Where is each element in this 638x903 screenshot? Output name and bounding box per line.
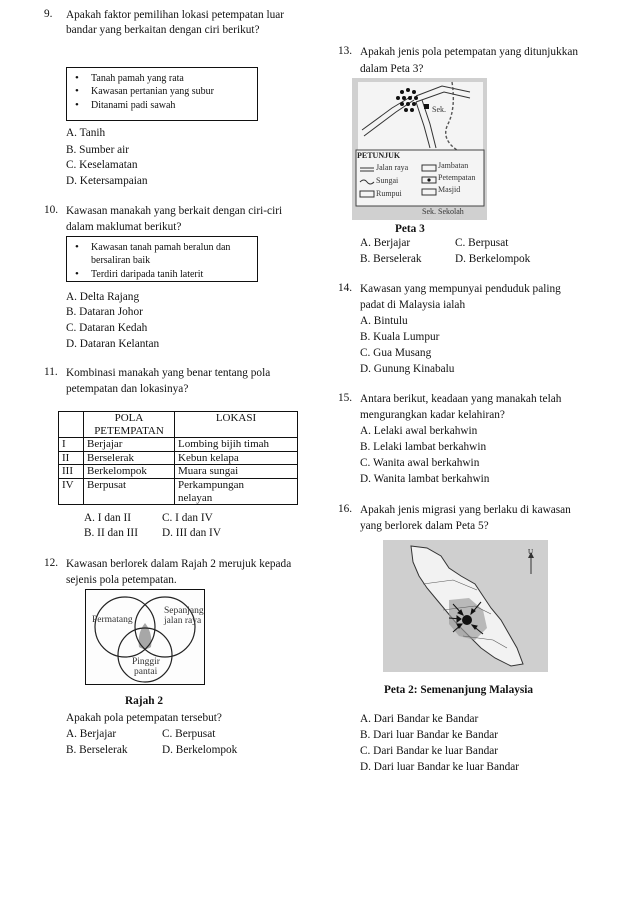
option-d[interactable]: D. Dari luar Bandar ke luar Bandar — [360, 761, 520, 773]
school-marker — [424, 104, 429, 109]
venn-label: jalan raya — [164, 616, 202, 626]
table-row: II Berselerak Kebun kelapa — [59, 451, 298, 465]
question-stem: dalam maklumat berikut? — [66, 221, 182, 233]
question-stem: petempatan dan lokasinya? — [66, 383, 189, 395]
option-b[interactable]: B. Dataran Johor — [66, 306, 143, 318]
legend-label: Sungai — [376, 176, 399, 185]
question-number: 9. — [44, 8, 53, 20]
option-a[interactable]: A. Lelaki awal berkahwin — [360, 425, 478, 437]
venn-label: Sepanjang — [164, 606, 204, 616]
option-b[interactable]: B. Dari luar Bandar ke Bandar — [360, 729, 499, 741]
option-a[interactable]: A. Berjajar — [360, 237, 411, 249]
table-header-row — [59, 412, 298, 438]
question-stem: Kombinasi manakah yang benar tentang pola — [66, 367, 271, 379]
option-c[interactable]: C. Keselamatan — [66, 159, 138, 171]
question-stem: padat di Malaysia ialah — [360, 299, 466, 311]
question-stem: dalam Peta 3? — [360, 63, 424, 75]
bullet-item: • Kawasan pertanian yang subur — [75, 85, 251, 98]
option-d[interactable]: D. III dan IV — [162, 527, 221, 539]
question-stem: Kawasan yang mempunyai penduduk paling — [360, 283, 561, 295]
question-number: 14. — [338, 282, 353, 294]
header-lokasi: LOKASI — [175, 412, 298, 438]
table-row: IV Berpusat Perkampungan nelayan — [59, 478, 298, 504]
option-a[interactable]: A. I dan II — [84, 512, 132, 524]
option-b[interactable]: B. Sumber air — [66, 144, 130, 156]
bullet-item: • Tanah pamah yang rata — [75, 72, 251, 85]
question-stem: Kawasan berlorek dalam Rajah 2 merujuk kepada — [66, 558, 292, 570]
option-c[interactable]: C. Gua Musang — [360, 347, 432, 359]
option-c[interactable]: C. Berpusat — [162, 728, 216, 740]
legend-label: Jalan raya — [376, 163, 409, 172]
figure-caption: Rajah 2 — [125, 695, 163, 707]
bullet-item-continued: bersaliran baik — [91, 255, 151, 267]
question-number: 15. — [338, 392, 353, 404]
question-stem: yang berlorek dalam Peta 5? — [360, 520, 489, 532]
info-box — [66, 236, 258, 282]
legend-title: PETUNJUK — [357, 151, 401, 160]
option-a[interactable]: A. Tanih — [66, 127, 106, 139]
option-b[interactable]: B. Kuala Lumpur — [360, 331, 440, 343]
legend-label: Masjid — [438, 185, 461, 194]
north-label: U — [528, 548, 534, 556]
venn-label: Pinggir — [132, 657, 160, 667]
legend-label: Petempatan — [438, 173, 476, 182]
question-number: 16. — [338, 503, 353, 515]
figure-caption: Peta 3 — [395, 223, 425, 235]
option-c[interactable]: C. Dataran Kedah — [66, 322, 148, 334]
question-stem: mengurangkan kadar kelahiran? — [360, 409, 505, 421]
option-b[interactable]: B. Berselerak — [66, 744, 128, 756]
table-row: III Berkelompok Muara sungai — [59, 465, 298, 479]
option-a[interactable]: A. Delta Rajang — [66, 291, 140, 303]
venn-label: pantai — [134, 667, 158, 677]
legend-note: Sek. Sekolah — [422, 207, 464, 216]
info-box — [66, 67, 258, 121]
city-marker — [462, 615, 472, 625]
option-d[interactable]: D. Gunung Kinabalu — [360, 363, 455, 375]
option-d[interactable]: D. Berkelompok — [162, 744, 238, 756]
map-label-sek: Sek. — [432, 105, 446, 114]
option-b[interactable]: B. Lelaki lambat berkahwin — [360, 441, 487, 453]
map-semenanjung-malaysia — [383, 540, 548, 672]
bullet-item: • Ditanami padi sawah — [75, 99, 251, 112]
option-b[interactable]: B. Berselerak — [360, 253, 422, 265]
option-a[interactable]: A. Bintulu — [360, 315, 408, 327]
question-stem: Apakah jenis pola petempatan yang ditunjukkan — [360, 46, 579, 58]
header-pola: POLA PETEMPATAN — [84, 412, 175, 438]
bullet-item: • Kawasan tanah pamah beralun dan — [75, 241, 251, 254]
question-number: 10. — [44, 204, 59, 216]
question-stem: bandar yang berkaitan dengan ciri berikut? — [66, 24, 260, 36]
option-c[interactable]: C. I dan IV — [162, 512, 213, 524]
option-c[interactable]: C. Wanita awal berkahwin — [360, 457, 480, 469]
legend-label: Jambatan — [438, 161, 469, 170]
option-d[interactable]: D. Ketersampaian — [66, 175, 148, 187]
question-stem: Antara berikut, keadaan yang manakah telah — [360, 393, 562, 405]
bullet-item: • Terdiri daripada tanih laterit — [75, 268, 251, 281]
option-d[interactable]: D. Dataran Kelantan — [66, 338, 160, 350]
map-peta-3 — [352, 78, 487, 220]
venn-label: Permatang — [92, 615, 133, 625]
option-c[interactable]: C. Berpusat — [455, 237, 509, 249]
question-stem: Kawasan manakah yang berkait dengan ciri-ciri — [66, 205, 283, 217]
question-number: 11. — [44, 366, 58, 378]
figure-caption: Peta 2: Semenanjung Malaysia — [384, 684, 534, 696]
question-stem: Apakah faktor pemilihan lokasi petempatan luar — [66, 9, 285, 21]
legend-label: Rumpui — [376, 189, 402, 198]
table-row: I Berjajar Lombing bijih timah — [59, 438, 298, 452]
question-stem: sejenis pola petempatan. — [66, 574, 177, 586]
option-c[interactable]: C. Dari Bandar ke luar Bandar — [360, 745, 499, 757]
question-prompt: Apakah pola petempatan tersebut? — [66, 712, 222, 724]
option-a[interactable]: A. Berjajar — [66, 728, 117, 740]
option-d[interactable]: D. Wanita lambat berkahwin — [360, 473, 490, 485]
pola-table — [58, 411, 298, 505]
option-a[interactable]: A. Dari Bandar ke Bandar — [360, 713, 479, 725]
question-number: 12. — [44, 557, 59, 569]
question-stem: Apakah jenis migrasi yang berlaku di kawasan — [360, 504, 571, 516]
question-number: 13. — [338, 45, 353, 57]
option-d[interactable]: D. Berkelompok — [455, 253, 531, 265]
option-b[interactable]: B. II dan III — [84, 527, 138, 539]
